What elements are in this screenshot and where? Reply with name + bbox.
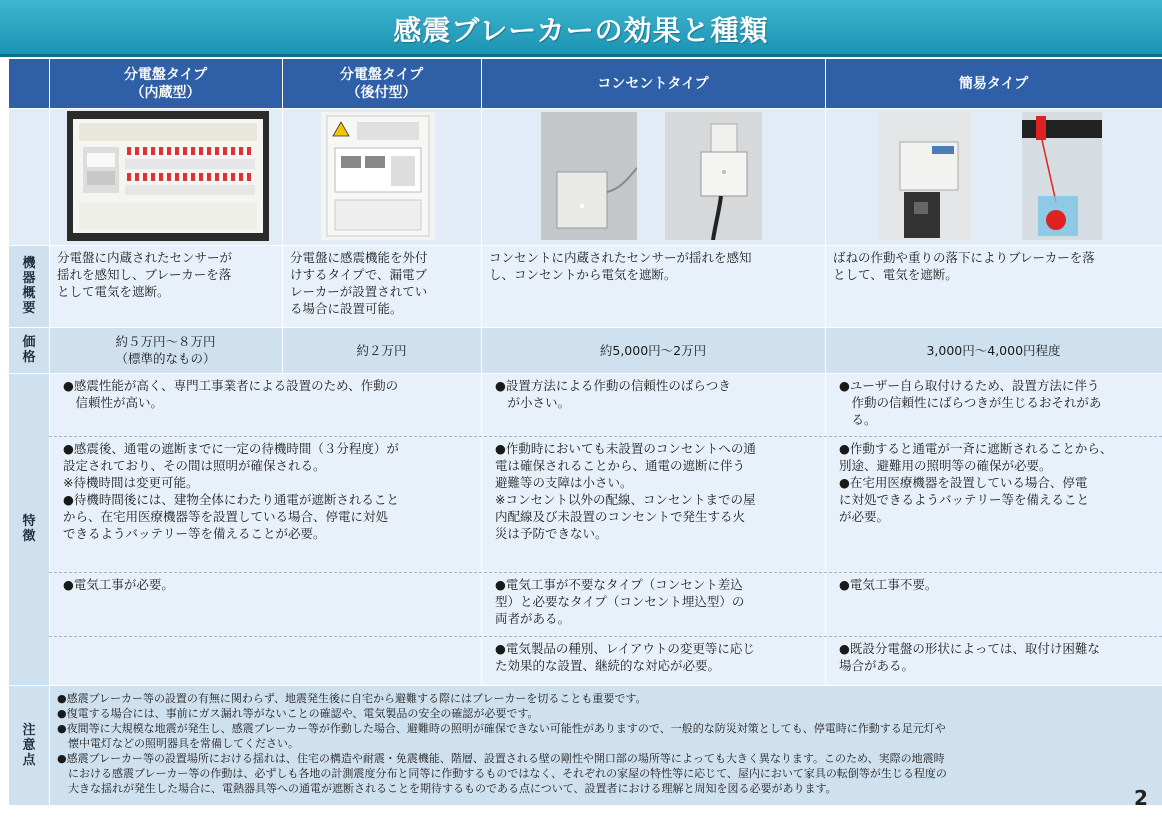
panel-builtin-photo: [67, 111, 269, 241]
price-panel-retrofit: 約２万円: [282, 327, 481, 373]
breaker-panel-image: [67, 111, 269, 241]
simple-photo-2: [1022, 112, 1102, 240]
spring-type-image: [878, 112, 971, 240]
header-panel-builtin-line1: 分電盤タイプ: [123, 66, 208, 83]
header-outlet-label: コンセントタイプ: [597, 75, 709, 92]
grid-line: [49, 59, 50, 805]
plug-in-sensor-image: [665, 112, 762, 240]
feature-simple-4: ●既設分電盤の形状によっては、取付け困難な 場合がある。: [825, 636, 1162, 685]
feature-outlet-4: ●電気製品の種別、レイアウトの変更等に応じ た効果的な設置、継続的な対応が必要。: [481, 636, 825, 685]
comparison-table: [9, 59, 1162, 812]
header-panel-builtin: [49, 59, 282, 108]
page-number: 2: [1134, 786, 1148, 810]
row-label-overview: 機 器 概 要: [9, 245, 49, 327]
feature-outlet-3: ●電気工事が不要なタイプ（コンセント差込 型）と必要なタイプ（コンセント埋込型）の 両者がある。: [481, 572, 825, 636]
overview-simple: ばねの作動や重りの落下によりブレーカーを落 として、電気を遮断。: [825, 245, 1162, 327]
notes-box: [49, 685, 1162, 805]
grid-line-dashed: [49, 636, 1162, 637]
grid-line: [825, 59, 826, 685]
outlet-sensor-image: [541, 112, 637, 240]
feature-simple-2: ●作動すると通電が一斉に遮断されることから、 別途、避難用の照明等の確保が必要。 ●在宅用医療機器を設置している場合、停電 に対処できるようバッテリー等を備えること が必要。: [825, 436, 1162, 572]
feature-panel-2: ●感震後、通電の遮断までに一定の待機時間（３分程度）が 設定されており、その間は照明が確保される。 ※待機時間は変更可能。 ●待機時間後には、建物全体にわたり通電が遮断されること から、在宅用医療機器等を設置している場合、停電に対処 できるようバッテリー等を備えることが必要。: [49, 436, 481, 572]
grid-line: [9, 245, 1162, 246]
price-simple: 3,000円～4,000円程度: [825, 327, 1162, 373]
row-label-price: 価 格: [9, 327, 49, 373]
feature-simple-3: ●電気工事不要。: [825, 572, 1162, 636]
grid-line: [9, 327, 1162, 328]
outlet-photo-2: [665, 112, 762, 240]
note-item: ●復電する場合には、事前にガス漏れ等がないことの確認や、電気製品の安全の確認が必要です。: [57, 707, 539, 720]
grid-line-dashed: [49, 572, 1162, 573]
row-label-features: 特 徴: [9, 373, 49, 685]
feature-panel-3: ●電気工事が必要。: [49, 572, 481, 636]
feature-outlet-1: ●設置方法による作動の信頼性のばらつき が小さい。: [481, 373, 825, 436]
feature-outlet-2: ●作動時においても未設置のコンセントへの通 電は確保されることから、通電の遮断に伴う 避難等の支障は小さい。 ※コンセント以外の配線、コンセントまでの屋 内配線及び未設置のコンセントで発生する火 災は予防できない。: [481, 436, 825, 572]
header-simple: [825, 59, 1162, 108]
grid-line: [9, 108, 1162, 109]
note-item: ●感震ブレーカー等の設置の有無に関わらず、地震発生後に自宅から避難する際にはブレーカーを切ることも重要です。: [57, 692, 647, 705]
overview-panel-builtin: 分電盤に内蔵されたセンサーが 揺れを感知し、ブレーカーを落 として電気を遮断。: [49, 245, 282, 327]
header-simple-label: 簡易タイプ: [958, 75, 1029, 92]
header-panel-retrofit-line2: （後付型）: [346, 84, 417, 101]
note-item: ●感震ブレーカー等の設置場所における揺れは、住宅の構造や耐震・免震機能、階層、設置される壁の剛性や開口部の場所等によっても大きく異なります。このため、実際の地震時 における感震ブレーカー等の作動は、必ずしも各地の計測震度分布と同等に作動するものではなく、それぞれの家屋の特性等に応じて、屋内において家具の転倒等が生じる程度の 大きな揺れが発生した場合に、電熱器具等への通電が遮断されることを期待するものである点について、設置者における理解と周知を図る必要があります。: [57, 752, 947, 795]
grid-line: [481, 59, 482, 685]
header-panel-builtin-line2: （内蔵型）: [130, 84, 201, 101]
feature-panel-4: [49, 636, 481, 685]
panel-retrofit-photo: [321, 112, 435, 240]
title-bar: [0, 0, 1162, 57]
grid-line-dashed: [49, 436, 1162, 437]
retrofit-unit-image: [321, 112, 435, 240]
header-panel-retrofit-line1: 分電盤タイプ: [339, 66, 424, 83]
header-panel-retrofit: [282, 59, 481, 108]
price-outlet: 約5,000円～2万円: [481, 327, 825, 373]
price-panel-builtin: 約５万円～８万円 （標準的なもの）: [49, 327, 282, 373]
grid-line: [9, 373, 1162, 374]
note-item: ●夜間等に大規模な地震が発生し、感震ブレーカー等が作動した場合、避難時の照明が確保できない可能性がありますので、一般的な防災対策としても、停電時に作動する足元灯や 懐中電灯などの照明器具を常備してください。: [57, 722, 946, 750]
feature-simple-1: ●ユーザー自ら取付けるため、設置方法に伴う 作動の信頼性にばらつきが生じるおそれがあ る。: [825, 373, 1162, 436]
weight-drop-image: [1022, 112, 1102, 240]
grid-line: [282, 59, 283, 373]
page-title: 感震ブレーカーの効果と種類: [393, 14, 769, 47]
outlet-photo-1: [541, 112, 637, 240]
header-outlet: [481, 59, 825, 108]
overview-panel-retrofit: 分電盤に感震機能を外付 けするタイプで、漏電ブ レーカーが設置されてい る場合に設置可能。: [282, 245, 481, 327]
overview-outlet: コンセントに内蔵されたセンサーが揺れを感知 し、コンセントから電気を遮断。: [481, 245, 825, 327]
feature-panel-1: ●感震性能が高く、専門工事業者による設置のため、作動の 信頼性が高い。: [49, 373, 481, 436]
simple-photo-1: [878, 112, 971, 240]
header-corner: [9, 59, 49, 108]
grid-line: [9, 685, 1162, 686]
row-label-notes: 注 意 点: [9, 685, 49, 805]
